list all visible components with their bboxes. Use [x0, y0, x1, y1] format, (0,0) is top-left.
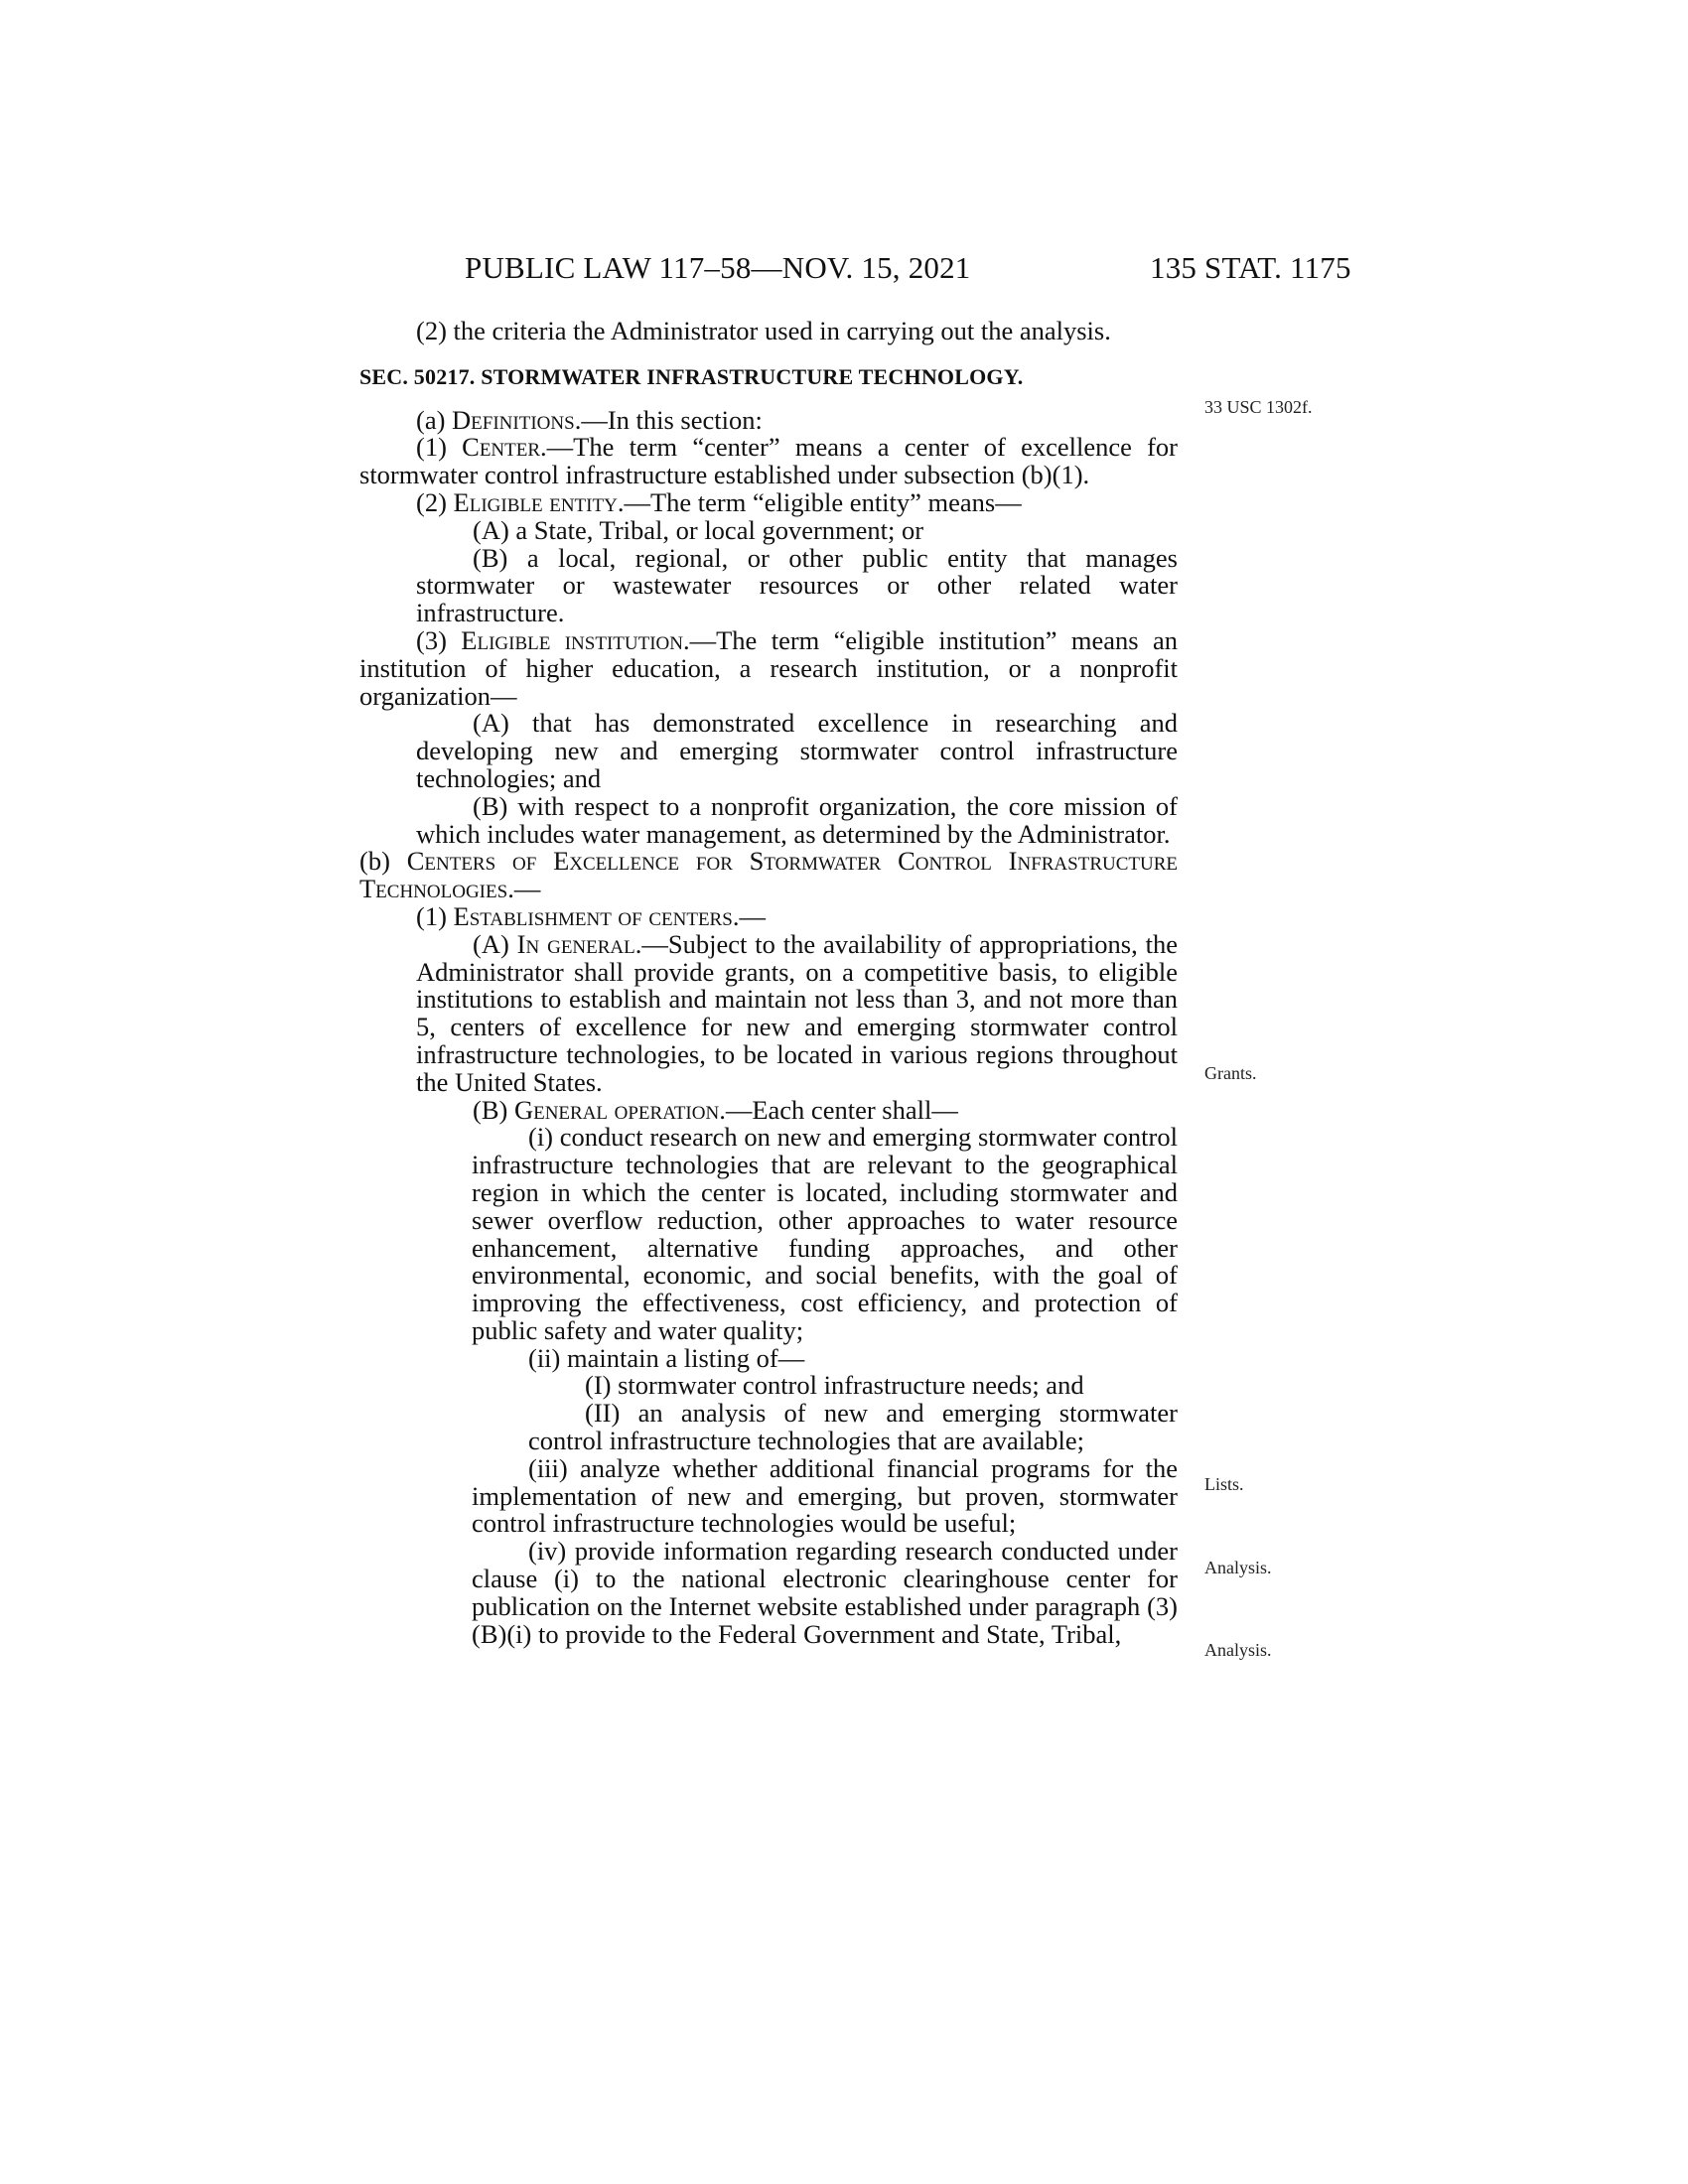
paragraph-a2-lead: (2) — [416, 486, 454, 517]
statute-body — [359, 318, 1178, 1648]
paragraph-a3-text: .—The term “eligible institution” means an institution of higher education, a research institution, or a nonprofit organization— — [359, 624, 1179, 711]
paragraph-a2-B: (B) a local, regional, or other public entity that manages stormwater or wastewater resources or other related water infrastructure. — [416, 542, 1178, 628]
clause-b1-B-i: (i) conduct research on new and emerging stormwater control infrastructure technologies that are relevant to the geographical region in which the center is located, including stormwater and sewer overflow reduction, other approaches to water resource enhancement, alternative funding approaches, and other environmental, economic, and social benefits, with the goal of improving the effectiveness, cost efficiency, and protection of public safety and water quality; — [472, 1122, 1178, 1345]
paragraph-b1-B-heading: General operation — [513, 1094, 720, 1125]
section-heading: SEC. 50217. STORMWATER INFRASTRUCTURE TECHNOLOGY. — [359, 363, 1024, 389]
subsection-b-text: .— — [507, 874, 541, 904]
subclause-b1-B-ii-II: (II) an analysis of new and emerging stormwater control infrastructure technologies that are available; — [528, 1398, 1178, 1456]
paragraph-b1-B — [359, 1094, 1178, 1125]
paragraph-b1-A-text: .—Subject to the availability of appropriations, the Administrator shall provide grants, on a competitive basis, to eligible institutions to establish and maintain not less than 3, and not more than 5, centers of excellence for new and emerging stormwater control infrastructure technologies, to be located in various regions throughout the United States. — [416, 928, 1178, 1097]
paragraph-a1 — [359, 434, 1178, 489]
paragraph-b1-B-lead: (B) — [473, 1094, 514, 1125]
paragraph-b1-A-lead: (A) — [473, 928, 517, 959]
clause-b1-B-ii: (ii) maintain a listing of— — [528, 1342, 805, 1373]
margin-note-analysis-2: Analysis. — [1204, 1640, 1272, 1660]
subsection-b — [359, 848, 1178, 903]
paragraph-a1-heading: Center — [462, 432, 541, 463]
paragraph-b1-text: .— — [732, 900, 766, 931]
paragraph-a2-heading: Eligible entity — [453, 486, 618, 517]
paragraph-b1-A-heading: In general — [516, 928, 635, 959]
paragraph-a2-A: (A) a State, Tribal, or local government; or — [473, 514, 924, 545]
paragraph-a1-lead: (1) — [416, 432, 463, 463]
subsection-a-heading: Definitions — [452, 404, 575, 435]
subsection-b-lead: (b) — [359, 846, 407, 877]
running-header-stat-page: 135 STAT. 1175 — [1150, 250, 1351, 285]
margin-note-lists: Lists. — [1204, 1474, 1244, 1494]
paragraph-b1-heading: Establishment of centers — [453, 900, 733, 931]
paragraph-a3 — [359, 624, 1179, 711]
margin-note-grants: Grants. — [1204, 1063, 1257, 1083]
paragraph-b1-lead: (1) — [416, 900, 454, 931]
paragraph-a1-text: .—The term “center” means a center of excellence for stormwater control infrastructure established under subsection (b)(1). — [359, 432, 1178, 490]
paragraph-b1 — [359, 900, 1178, 931]
subsection-a — [359, 404, 1178, 435]
subsection-a-text: .—In this section: — [574, 404, 763, 435]
subsection-b-heading: Centers of Excellence for Stormwater Control Infrastructure Technologies — [359, 846, 1178, 904]
subclause-b1-B-ii-I: (I) stormwater control infrastructure needs; and — [585, 1370, 1084, 1401]
paragraph-a3-A: (A) that has demonstrated excellence in researching and developing new and emerging stormwater control infrastructure technologies; and — [416, 708, 1178, 793]
paragraph-a2-text: .—The term “eligible entity” means— — [617, 486, 1022, 517]
running-header-title: PUBLIC LAW 117–58—NOV. 15, 2021 — [465, 250, 971, 285]
paragraph-prev-2: (2) the criteria the Administrator used in carrying out the analysis. — [416, 316, 1111, 345]
paragraph-a2 — [359, 486, 1178, 517]
clause-b1-B-iii: (iii) analyze whether additional financial programs for the implementation of new and emerging, but proven, stormwater control infrastructure technologies would be useful; — [472, 1452, 1178, 1539]
paragraph-a3-lead: (3) — [416, 624, 462, 655]
clause-b1-B-iv: (iv) provide information regarding research conducted under clause (i) to the national electronic clearinghouse center for publication on the Internet website established under paragraph (3)(B)(i) to provide to the Federal Government and State, Tribal, — [472, 1536, 1178, 1649]
paragraph-b1-B-text: .—Each center shall— — [719, 1094, 958, 1125]
subsection-a-lead: (a) — [416, 404, 453, 435]
paragraph-a3-B: (B) with respect to a nonprofit organization, the core mission of which includes water management, as determined by the Administrator. — [416, 790, 1178, 849]
paragraph-b1-A — [359, 928, 1178, 1097]
paragraph-a3-heading: Eligible institution — [461, 624, 683, 655]
margin-note-usc: 33 USC 1302f. — [1204, 397, 1313, 417]
margin-note-analysis-1: Analysis. — [1204, 1558, 1272, 1577]
